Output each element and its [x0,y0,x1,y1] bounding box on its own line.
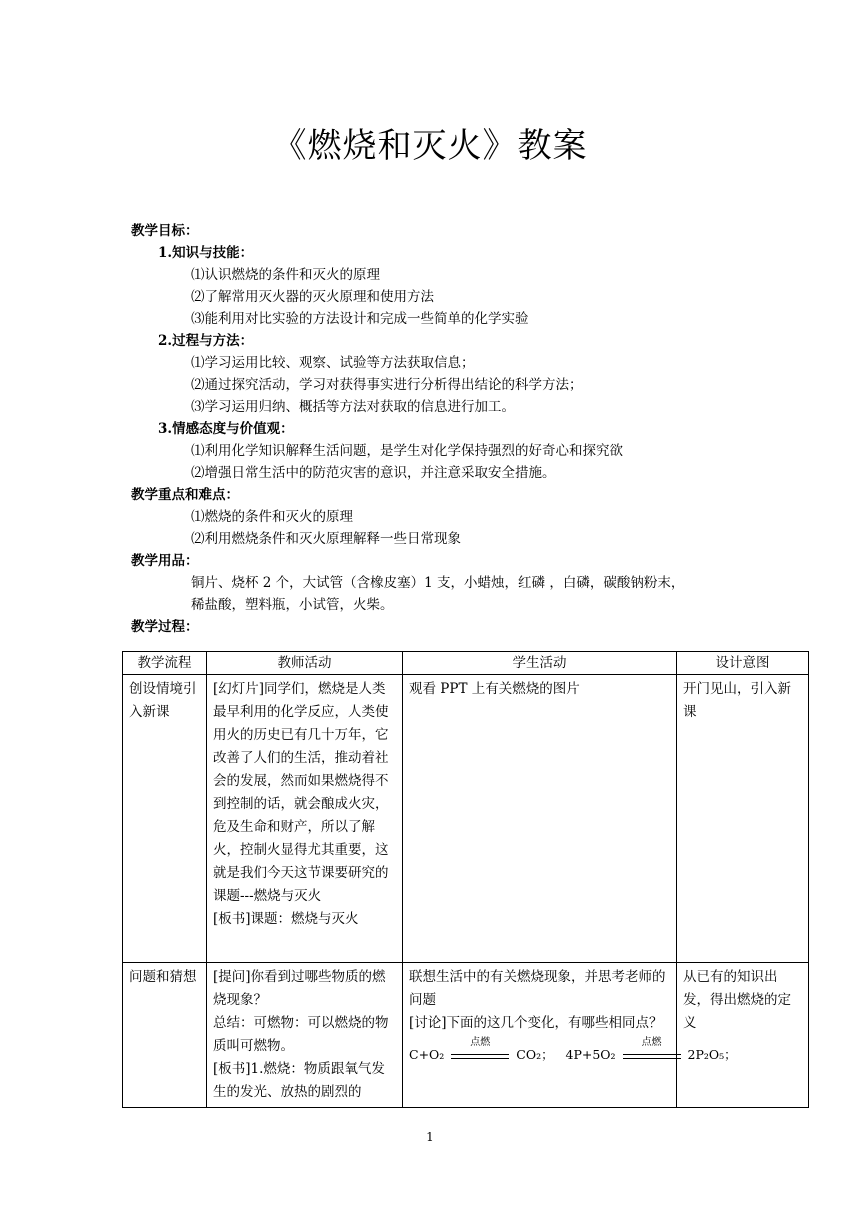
key-points-heading: 教学重点和难点： [131,487,239,503]
stage-cell: 创设情境引入新课 [123,675,207,963]
process-item: ⑶学习运用归纳、概括等方法对获取的信息进行加工。 [191,399,515,415]
process-item: ⑴学习运用比较、观察、试验等方法获取信息； [191,355,475,371]
equals-sign [623,1036,681,1062]
equation-right: 2P₂O₅； [687,1047,737,1062]
table-header-row [123,652,809,675]
materials-heading: 教学用品： [131,553,199,569]
student-activity-text: 联想生活中的有关燃烧现象，并思考老师的问题 [讨论]下面的这几个变化，有哪些相同点？ [409,969,666,1031]
column-header: 教学流程 [123,652,207,675]
lesson-process-table [122,651,809,1108]
key-point-item: ⑴燃烧的条件和灭火的原理 [191,509,353,525]
equals-sign [451,1036,509,1062]
knowledge-item: ⑵了解常用灭火器的灭火原理和使用方法 [191,289,434,305]
equation-left: 4P+5O₂ [565,1047,616,1062]
column-header: 教师活动 [207,652,403,675]
stage-cell: 问题和猜想 [123,963,207,1108]
teacher-activity-cell: [提问]你看到过哪些物质的燃烧现象？ 总结：可燃物：可以燃烧的物质叫可燃物。 [板书]1.燃烧：物质跟氧气发生的发光、放热的剧烈的 [207,963,403,1108]
reaction-condition: 点燃 [470,1036,491,1048]
process-item: ⑵通过探究活动，学习对获得事实进行分析得出结论的科学方法； [191,377,583,393]
teacher-activity-cell: [幻灯片]同学们，燃烧是人类最早利用的化学反应，人类使用火的历史已有几十万年，它改善了人们的生活，推动着社会的发展，然而如果燃烧得不到控制的话，就会酿成火灾，危及生命和财产，所以了解火，控制火显得尤其重要，这就是我们今天这节课要研究的课题---燃烧与灭火 [板书]课题：燃烧与灭火 [207,675,403,963]
knowledge-item: ⑴认识燃烧的条件和灭火的原理 [191,267,380,283]
knowledge-item: ⑶能利用对比实验的方法设计和完成一些简单的化学实验 [191,311,529,327]
equation-right: CO₂； [516,1047,554,1062]
materials-line: 稀盐酸，塑料瓶，小试管，火柴。 [191,597,394,613]
reaction-condition: 点燃 [641,1036,662,1048]
student-activity-cell: 观看 PPT 上有关燃烧的图片 [403,675,677,963]
attitude-item: ⑵增强日常生活中的防范灾害的意识，并注意采取安全措施。 [191,465,556,481]
page-number: 1 [426,1130,434,1144]
process-heading: 2.过程与方法： [158,333,254,349]
materials-line: 铜片、烧杯 2 个，大试管（含橡皮塞）1 支，小蜡烛，红磷 ，白磷，碳酸钠粉末， [191,575,685,591]
knowledge-heading: 1.知识与技能： [158,245,254,261]
table-row [123,675,809,963]
document-title: 《燃烧和灭火》教案 [272,126,588,166]
design-intent-cell: 从已有的知识出发，得出燃烧的定义 [677,963,809,1108]
table-row [123,963,809,1108]
equation-left: C+O₂ [409,1047,445,1062]
column-header: 设计意图 [677,652,809,675]
design-intent-cell: 开门见山，引入新课 [677,675,809,963]
objectives-heading: 教学目标： [131,223,199,239]
attitude-item: ⑴利用化学知识解释生活问题，是学生对化学保持强烈的好奇心和探究欲 [191,443,623,459]
attitude-heading: 3.情感态度与价值观： [158,421,294,437]
column-header: 学生活动 [403,652,677,675]
process-section-heading: 教学过程： [131,619,199,635]
chemical-equations [409,1036,737,1066]
key-point-item: ⑵利用燃烧条件和灭火原理解释一些日常现象 [191,531,461,547]
